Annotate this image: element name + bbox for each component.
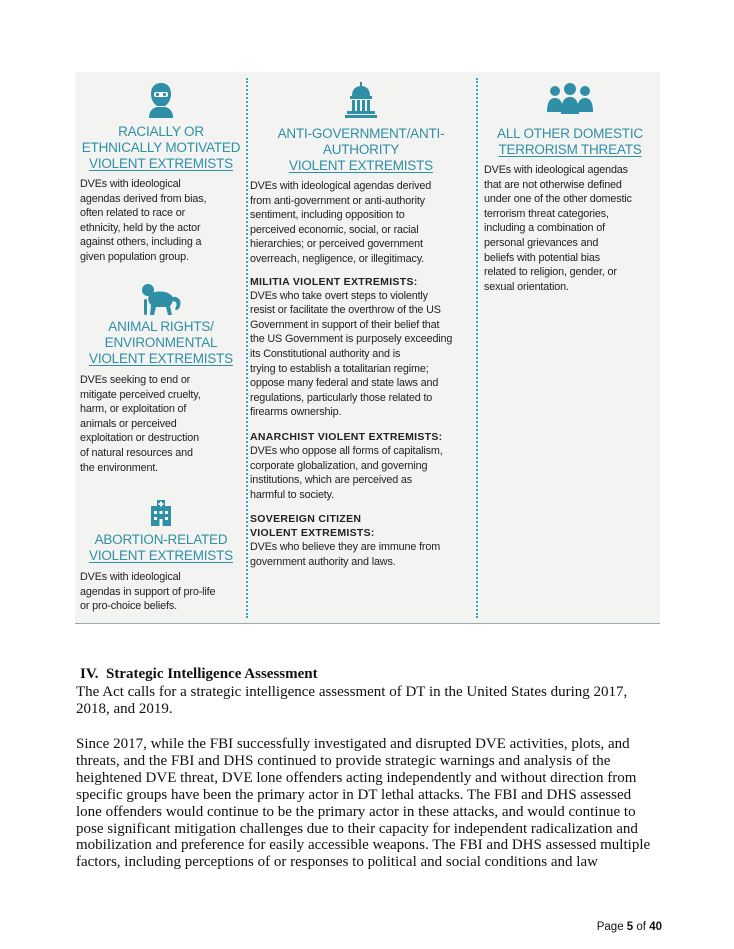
- column-left-animal: [80, 282, 242, 475]
- group-of-people-icon: [545, 82, 595, 114]
- racially-motivated-title: RACIALLY OR ETHNICALLY MOTIVATED VIOLENT EXTREMISTS: [81, 124, 241, 171]
- animal-rights-description: DVEs seeking to end or mitigate perceived cruelty, harm, or exploitation of animals or perceived exploitation or destruction of natural resources and the environment.: [80, 374, 201, 474]
- militia-description: DVEs who take overt steps to violently resist or facilitate the overthrow of the US Government in support of their belief that the US Government is purposely exceeding its Constitutional authority and is trying to establish a totalitarian regime; oppose many federal and state laws and regulations, particularly those related to firearms ownership.: [250, 289, 453, 419]
- abortion-related-description: DVEs with ideological agendas in support of pro-life or pro-choice beliefs.: [80, 571, 216, 613]
- section-title: Strategic Intelligence Assessment: [106, 666, 318, 682]
- racially-motivated-description: DVEs with ideological agendas derived from bias, often related to race or ethnicity, held by the actor against others, including a given population group.: [80, 178, 207, 263]
- page-footer: Page 5 of 40: [596, 921, 662, 933]
- column-divider: [246, 78, 248, 618]
- masked-person-icon: [146, 82, 176, 118]
- monkey-icon: [138, 282, 184, 316]
- anti-government-description: DVEs with ideological agendas derived from anti-government or anti-authority sentiment, including opposition to perceived economic, social, or racial hierarchies; or perceived government overreach, negligence, or illegitimacy.: [250, 180, 432, 265]
- hospital-icon: [150, 500, 172, 526]
- paragraph-1: The Act calls for a strategic intelligence assessment of DT in the United States during 2017, 2018, and 2019.: [76, 684, 628, 717]
- all-other-threats-description: DVEs with ideological agendas that are not otherwise defined under one of the other domestic terrorism threat categories, including a combination of personal grievances and beliefs with potential bias related to religion, gender, or sexual orientation.: [484, 164, 632, 293]
- section-number: IV.: [80, 666, 99, 682]
- column-right: [484, 82, 656, 294]
- sovereign-citizen-subtitle: SOVEREIGN CITIZEN VIOLENT EXTREMISTS:: [250, 513, 375, 540]
- all-other-threats-title: ALL OTHER DOMESTIC TERRORISM THREATS: [497, 126, 643, 157]
- militia-subtitle: MILITIA VIOLENT EXTREMISTS:: [250, 275, 418, 288]
- anarchist-description: DVEs who oppose all forms of capitalism, corporate globalization, and governing institutions, which are perceived as harmful to society.: [250, 444, 443, 501]
- abortion-related-title: ABORTION-RELATED VIOLENT EXTREMISTS: [89, 532, 233, 563]
- infographic-bottom-rule: [75, 623, 660, 624]
- column-left-abortion: [80, 500, 242, 614]
- capitol-building-icon: [344, 82, 378, 118]
- anarchist-subtitle: ANARCHIST VIOLENT EXTREMISTS:: [250, 430, 443, 443]
- paragraph-2: Since 2017, while the FBI successfully investigated and disrupted DVE activities, plots, and threats, and the FBI and DHS continued to provide strategic warnings and analysis of the heightened DVE threat, DVE lone offenders acting independently and without direction from specific groups have been the primary actor in DT lethal attacks. The FBI and DHS assessed lone offenders would continue to be the primary actor in these attacks, and would continue to pose significant mitigation challenges due to their capacity for independent radicalization and mobilization and preference for easily accessible weapons. The FBI and DHS assessed multiple factors, including perceptions of or responses to political and social conditions and law: [76, 736, 651, 871]
- section-heading: [80, 666, 318, 683]
- column-left: [80, 82, 242, 265]
- animal-rights-title: ANIMAL RIGHTS/ ENVIRONMENTAL VIOLENT EXTREMISTS: [89, 319, 233, 366]
- sovereign-citizen-description: DVEs who believe they are immune from government authority and laws.: [250, 541, 441, 568]
- column-middle: [250, 82, 472, 569]
- anti-government-title: ANTI-GOVERNMENT/ANTI-AUTHORITY VIOLENT EXTREMISTS: [277, 126, 445, 173]
- column-divider: [476, 78, 478, 618]
